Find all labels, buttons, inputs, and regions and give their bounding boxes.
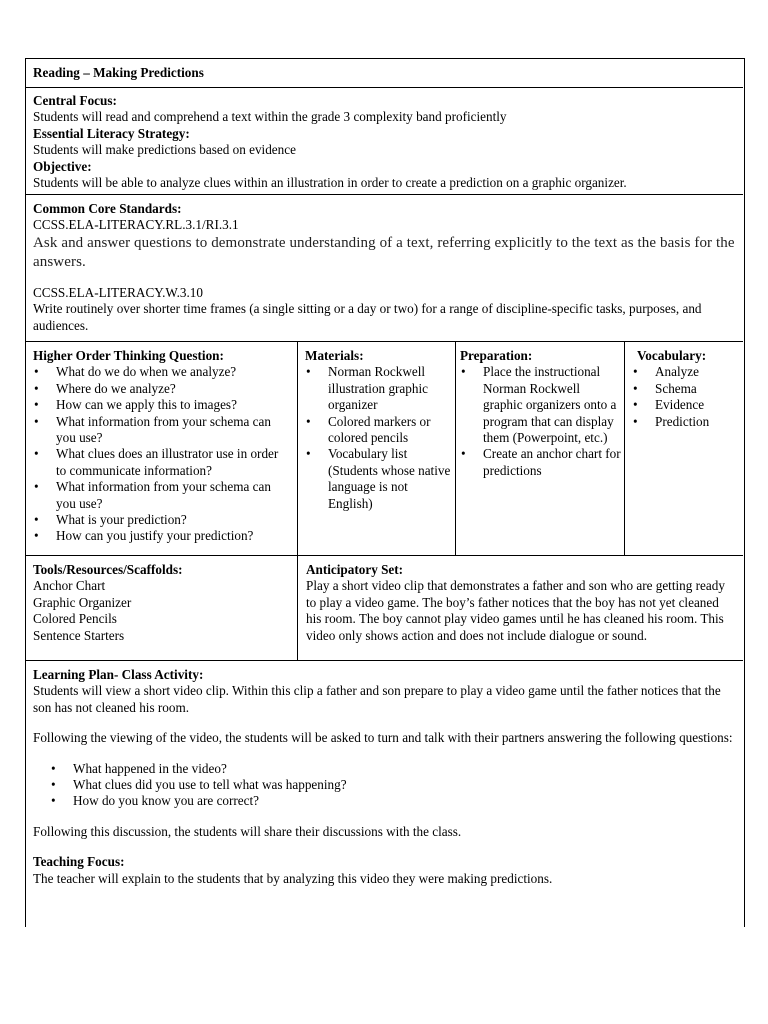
anticipatory-text: Play a short video clip that demonstrates a father and son who are getting ready to play a video game. The boy’s father notices that the boy has not yet cleaned his room. The boy cannot play video games until he has cleaned his room. This video only shows action and does not include dialogue or sound. — [306, 578, 725, 643]
title-row — [25, 58, 743, 88]
preparation-list — [460, 364, 621, 479]
list-item: • What clues did you use to tell what was happening? — [50, 777, 735, 793]
list-item: • What do we do when we analyze? — [33, 364, 289, 380]
list-item: • What information from your schema can you use? — [33, 414, 289, 447]
list-item: • Prediction — [632, 414, 735, 430]
objective-text: Students will be able to analyze clues within an illustration in order to create a prediction on a graphic organizer. — [33, 175, 627, 191]
anticipatory-cell — [298, 556, 743, 661]
standard-code-1: CCSS.ELA-LITERACY.RL.3.1/RI.3.1 — [33, 217, 239, 233]
list-item: • What clues does an illustrator use in order to communicate information? — [33, 446, 289, 479]
list-item: • What information from your schema can you use? — [33, 479, 289, 512]
list-item: • Analyze — [632, 364, 735, 380]
planning-row — [25, 341, 743, 556]
strategy-text: Students will make predictions based on evidence — [33, 142, 296, 158]
list-item: • How can you justify your prediction? — [33, 528, 289, 544]
list-item: • How do you know you are correct? — [50, 793, 735, 809]
learning-plan-p1: Students will view a short video clip. Within this clip a father and son prepare to play a video game until the father notices that the son has not cleaned his room. — [33, 683, 721, 715]
list-item: Colored Pencils — [33, 611, 117, 627]
list-item: • Create an anchor chart for predictions — [460, 446, 621, 479]
learning-plan-row — [25, 660, 743, 927]
list-item: Graphic Organizer — [33, 594, 132, 610]
hot-cell — [25, 342, 297, 556]
learning-plan-label: Learning Plan- Class Activity: — [33, 667, 204, 682]
list-item: • Norman Rockwell illustration graphic organizer — [305, 364, 454, 413]
vocabulary-list — [632, 364, 735, 430]
materials-label: Materials: — [305, 348, 364, 363]
standard-code-2: CCSS.ELA-LITERACY.W.3.10 — [33, 284, 203, 300]
materials-list — [305, 364, 454, 512]
list-item: • Colored markers or colored pencils — [305, 414, 454, 447]
hot-list — [33, 364, 289, 544]
list-item: • Schema — [632, 381, 735, 397]
standard-text-2: Write routinely over shorter time frames (a single sitting or a day or two) for a range of discipline-specific tasks, purposes, and audiences. — [33, 301, 702, 333]
strategy-label: Essential Literacy Strategy: — [33, 125, 190, 141]
list-item: • Vocabulary list (Students whose native language is not English) — [305, 446, 454, 512]
learning-plan-p2: Following the viewing of the video, the students will be asked to turn and talk with their partners answering the following questions: — [33, 730, 733, 746]
teaching-focus-text: The teacher will explain to the students that by analyzing this video they were making predictions. — [33, 870, 553, 886]
central-focus-label: Central Focus: — [33, 93, 117, 108]
list-item: • What is your prediction? — [33, 512, 289, 528]
materials-cell — [298, 342, 456, 556]
teaching-focus-label: Teaching Focus: — [33, 854, 125, 870]
standard-text-1: Ask and answer questions to demonstrate understanding of a text, referring explicitly to the text as the basis for the answers. — [33, 234, 735, 270]
focus-row — [25, 87, 743, 195]
vocabulary-cell — [625, 342, 743, 556]
list-item: • What happened in the video? — [50, 761, 735, 777]
list-item: • Evidence — [632, 397, 735, 413]
tools-cell — [25, 556, 297, 661]
vocabulary-label: Vocabulary: — [637, 348, 707, 363]
learning-plan-p3: Following this discussion, the students will share their discussions with the class. — [33, 823, 462, 839]
standards-row — [25, 194, 743, 342]
anticipatory-label: Anticipatory Set: — [306, 562, 404, 577]
tools-label: Tools/Resources/Scaffolds: — [33, 562, 183, 577]
standards-label: Common Core Standards: — [33, 201, 182, 216]
tools-row — [25, 555, 743, 661]
lesson-title: Reading – Making Predictions — [33, 65, 204, 80]
list-item: Sentence Starters — [33, 627, 125, 643]
list-item: • Place the instructional Norman Rockwell graphic organizers onto a program that can display them (Powerpoint, etc.) — [460, 364, 621, 446]
hot-label: Higher Order Thinking Question: — [33, 348, 224, 363]
preparation-label: Preparation: — [460, 348, 533, 363]
question-list — [33, 761, 735, 810]
preparation-cell — [456, 342, 625, 556]
list-item: • How can we apply this to images? — [33, 397, 289, 413]
tools-list — [33, 578, 289, 644]
list-item: • Where do we analyze? — [33, 381, 289, 397]
list-item: Anchor Chart — [33, 578, 106, 594]
central-focus-text: Students will read and comprehend a text within the grade 3 complexity band proficiently — [33, 109, 507, 125]
objective-label: Objective: — [33, 158, 92, 174]
